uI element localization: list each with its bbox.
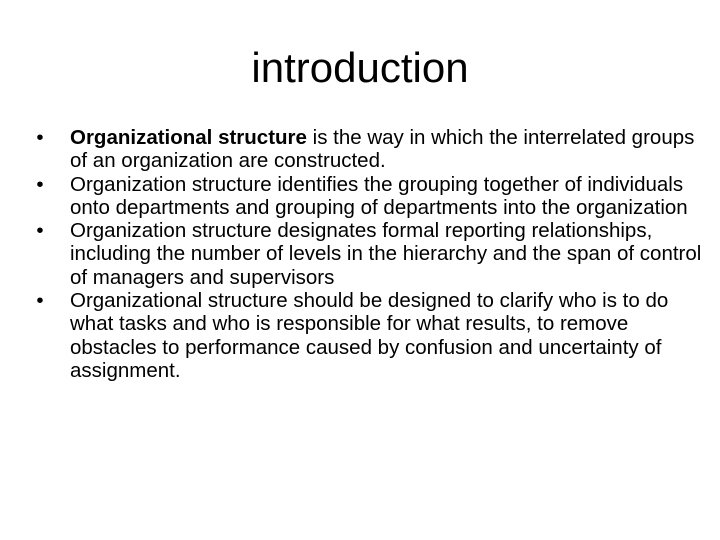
bullet-item-2 [30,173,705,220]
bullet-marker-icon: • [36,219,44,243]
slide-title: introduction [251,44,469,91]
bullet-1-text: is the way in which the interrelated groups of an organization are constructed. [70,126,695,173]
bullet-1-bold-lead: Organizational structure [70,126,307,149]
bullet-marker-icon: • [36,126,44,149]
bullet-2-text: Organization structure identifies the grouping together of individuals onto departments and grouping of departments into the organization [70,172,688,219]
bullet-item-4 [30,289,705,382]
bullet-item-3 [30,219,705,289]
bullet-4-text: Organizational structure should be designed to clarify who is to do what tasks and who is responsible for what results, to remove obstacles to performance caused by confusion and uncertainty of assignment. [70,289,669,382]
bullet-list [30,126,705,382]
bullet-item-1 [30,126,705,173]
bullet-marker-icon: • [36,172,44,196]
bullet-3-text: Organization structure designates formal reporting relationships, including the number of levels in the hierarchy and the span of control of managers and supervisors [70,219,702,289]
bullet-marker-icon: • [36,289,44,313]
